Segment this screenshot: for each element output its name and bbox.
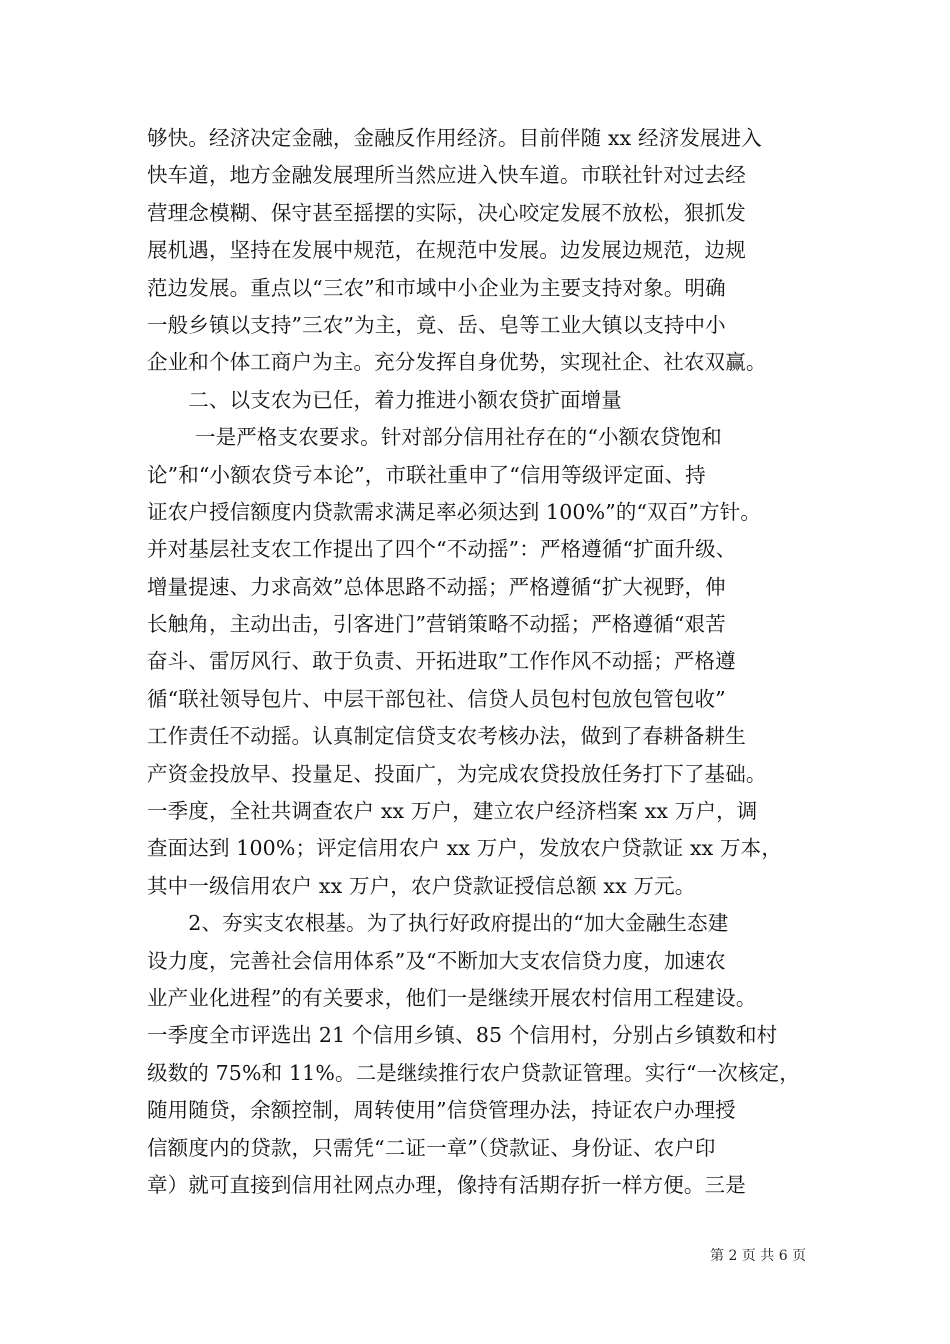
text-line: 一般乡镇以支持”三农”为主，竟、岳、皂等工业大镇以支持中小 bbox=[147, 312, 726, 337]
text-line: 信额度内的贷款，只需凭“二证一章”（贷款证、身份证、农户印 bbox=[147, 1135, 716, 1160]
text-line: 展机遇，坚持在发展中规范，在规范中发展。边发展边规范，边规 bbox=[147, 238, 746, 263]
paragraph-foundation bbox=[147, 905, 817, 1204]
text-line: 营理念模糊、保守甚至摇摆的实际，决心咬定发展不放松，狠抓发 bbox=[147, 200, 746, 225]
text-line: 快车道，地方金融发展理所当然应进入快车道。市联社针对过去经 bbox=[147, 163, 746, 188]
paragraph-economic-development bbox=[147, 120, 817, 382]
text-line: 并对基层社支农工作提出了四个“不动摇”：严格遵循“扩面升级、 bbox=[147, 537, 737, 562]
section-heading bbox=[147, 382, 817, 419]
text-line: 一季度，全社共调查农户 xx 万户，建立农户经济档案 xx 万户，调 bbox=[147, 799, 758, 824]
heading-line: 二、以支农为已任，着力推进小额农贷扩面增量 bbox=[147, 387, 622, 412]
text-line: 奋斗、雷厉风行、敢于负责、开拓进取”工作作风不动摇；严格遵 bbox=[147, 649, 736, 674]
text-line: 其中一级信用农户 xx 万户，农户贷款证授信总额 xx 万元。 bbox=[147, 873, 696, 898]
text-line: 增量提速、力求高效”总体思路不动摇；严格遵循“扩大视野，伸 bbox=[147, 574, 726, 599]
text-line: 查面达到 100%；评定信用农户 xx 万户，发放农户贷款证 xx 万本， bbox=[147, 836, 782, 861]
text-line: 循“联社领导包片、中层干部包社、信贷人员包村包放包管包收” bbox=[147, 686, 726, 711]
text-line: 业产业化进程”的有关要求，他们一是继续开展农村信用工程建设。 bbox=[147, 985, 757, 1010]
text-line: 随用随贷，余额控制，周转使用”信贷管理办法，持证农户办理授 bbox=[147, 1098, 736, 1123]
text-line: 企业和个体工商户为主。充分发挥自身优势，实现社企、社农双赢。 bbox=[147, 350, 767, 375]
text-line: 章）就可直接到信用社网点办理，像持有活期存折一样方便。三是 bbox=[147, 1172, 746, 1197]
text-line: 产资金投放早、投量足、投面广，为完成农贷投放任务打下了基础。 bbox=[147, 761, 767, 786]
text-line: 设力度，完善社会信用体系”及“不断加大支农信贷力度，加速农 bbox=[147, 948, 726, 973]
paragraph-strict-requirements bbox=[147, 419, 817, 905]
text-line: 级数的 75%和 11%。二是继续推行农户贷款证管理。实行“一次核定， bbox=[147, 1060, 800, 1085]
text-line: 证农户授信额度内贷款需求满足率必须达到 100%”的“双百”方针。 bbox=[147, 499, 762, 524]
text-line: 够快。经济决定金融，金融反作用经济。目前伴随 xx 经济发展进入 bbox=[147, 126, 762, 150]
text-line: 2、夯实支农根基。为了执行好政府提出的“加大金融生态建 bbox=[147, 911, 729, 936]
text-line: 工作责任不动摇。认真制定信贷支农考核办法，做到了春耕备耕生 bbox=[147, 724, 746, 749]
text-line: 论”和“小额农贷亏本论”，市联社重申了“信用等级评定面、持 bbox=[147, 462, 706, 487]
document-body bbox=[147, 120, 817, 1204]
text-line: 范边发展。重点以“三农”和市域中小企业为主要支持对象。明确 bbox=[147, 275, 726, 300]
text-line: 一是严格支农要求。针对部分信用社存在的“小额农贷饱和 bbox=[147, 425, 722, 450]
page-number: 第 2 页 共 6 页 bbox=[710, 1248, 807, 1264]
text-line: 长触角，主动出击，引客进门”营销策略不动摇；严格遵循“艰苦 bbox=[147, 612, 726, 637]
text-line: 一季度全市评选出 21 个信用乡镇、85 个信用村，分别占乡镇数和村 bbox=[147, 1023, 778, 1048]
